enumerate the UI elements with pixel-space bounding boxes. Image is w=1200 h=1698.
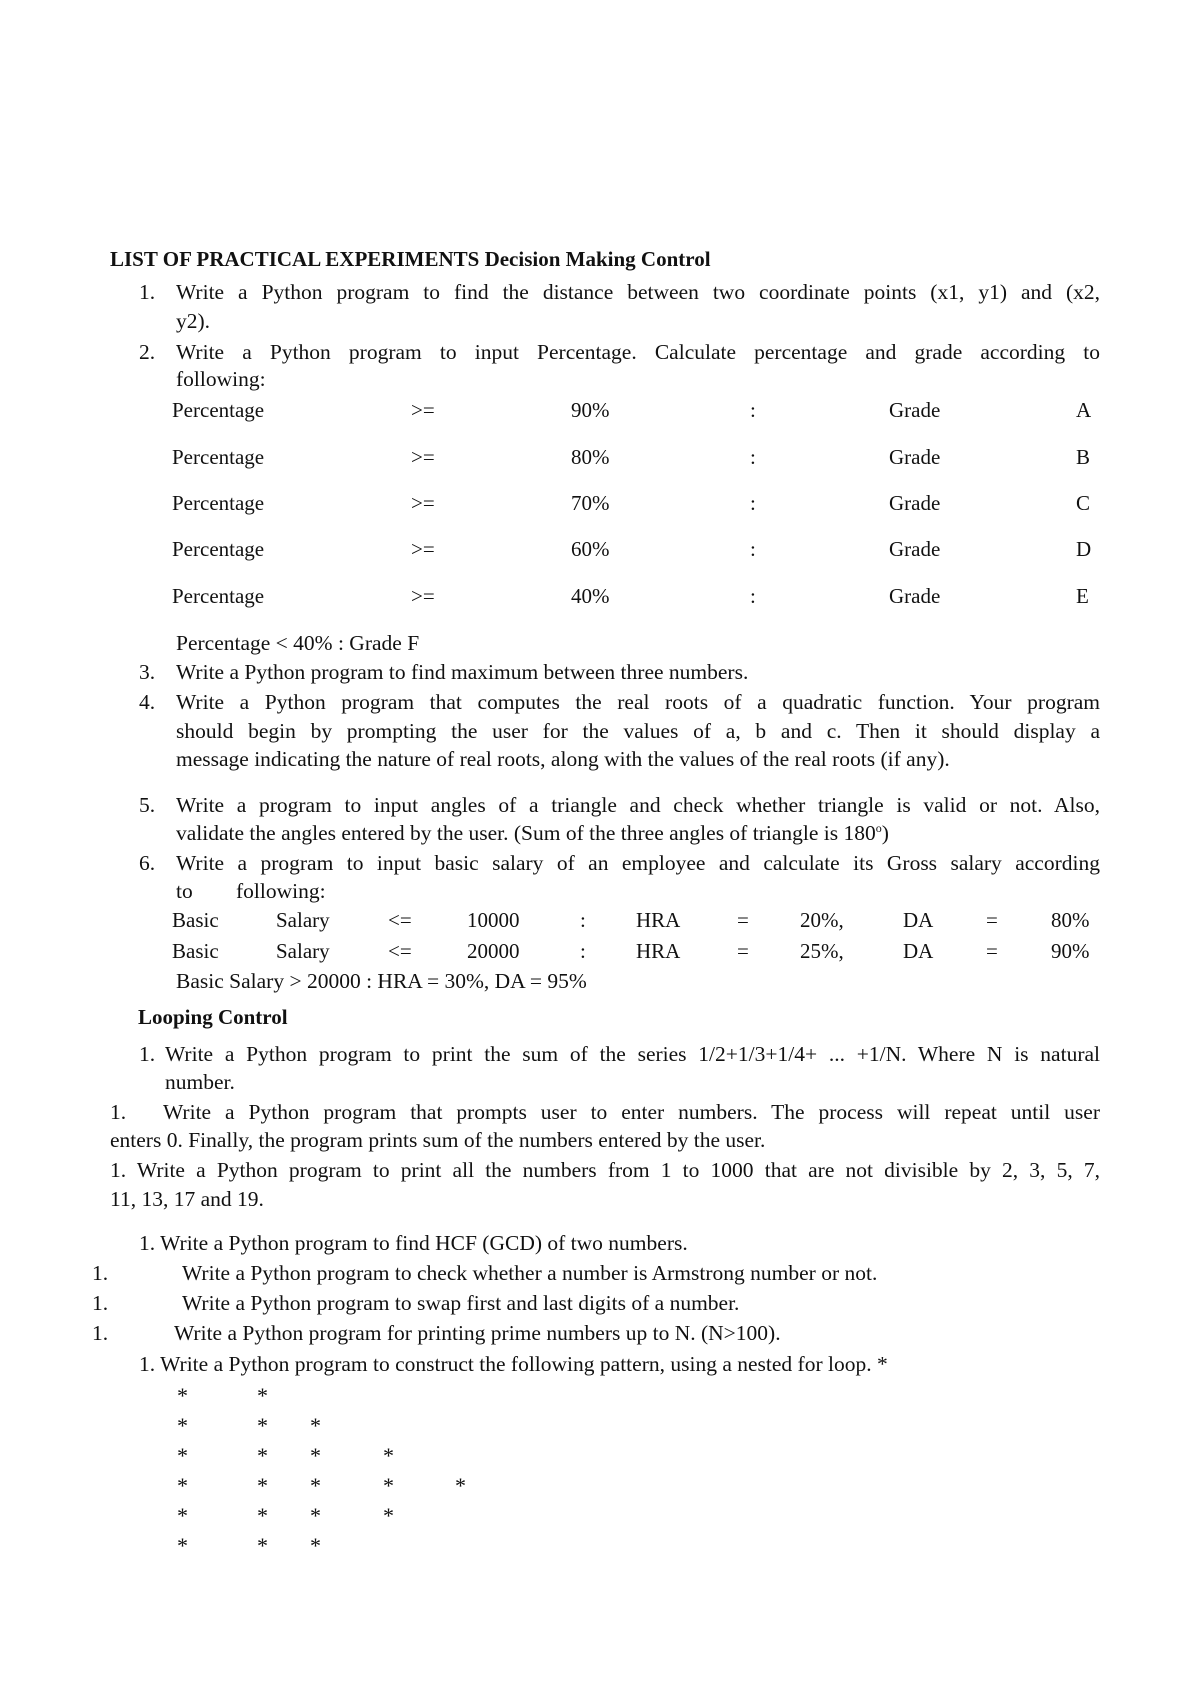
- item-number: 1.: [139, 1042, 156, 1066]
- item-number: 1.: [92, 1291, 109, 1315]
- item-text: following:: [176, 367, 266, 391]
- item-text: 11, 13, 17 and 19.: [110, 1187, 264, 1211]
- pattern-star: *: [310, 1503, 321, 1528]
- item-number: 5.: [139, 793, 156, 817]
- item-text: should begin by prompting the user for the values of a, b and c. Then it should display a: [176, 719, 1100, 743]
- item-text: Write a Python program to swap first and last digits of a number.: [182, 1291, 740, 1315]
- grade-value: 70%: [571, 491, 610, 515]
- salary-cell: DA: [903, 939, 934, 963]
- pattern-star: *: [177, 1443, 188, 1468]
- grade-label: Percentage: [172, 398, 265, 422]
- salary-cell: 90%: [1051, 939, 1090, 963]
- grade-word: Grade: [889, 491, 941, 515]
- pattern-star: *: [177, 1383, 188, 1408]
- item-text: to: [176, 879, 193, 903]
- item-text: [176, 819, 889, 847]
- grade-value: 60%: [571, 537, 610, 561]
- item-text: Write a Python program to find maximum between three numbers.: [176, 660, 749, 684]
- page-title: LIST OF PRACTICAL EXPERIMENTS Decision Making Control: [110, 247, 711, 271]
- item-number: 1.: [92, 1321, 109, 1345]
- salary-cell: Basic: [172, 939, 219, 963]
- salary-cell: =: [737, 939, 749, 963]
- item-text: 1. Write a Python program to find HCF (GCD) of two numbers.: [139, 1231, 688, 1255]
- salary-cell: 80%: [1051, 908, 1090, 932]
- salary-cell: Basic: [172, 908, 219, 932]
- salary-cell: 25%,: [800, 939, 844, 963]
- salary-cell: =: [986, 939, 998, 963]
- item-number: 2.: [139, 340, 156, 364]
- item-text: Write a Python program to find the distance between two coordinate points (x1, y1) and (x2,: [176, 280, 1100, 304]
- grade-sep: :: [750, 445, 756, 469]
- item-text: Write a Python program that computes the real roots of a quadratic function. Your program: [176, 690, 1100, 714]
- degree-superscript: o: [875, 820, 882, 835]
- pattern-star: *: [383, 1473, 394, 1498]
- item-text: Write a Python program to print the sum of the series 1/2+1/3+1/4+ ... +1/N. Where N is natural: [165, 1042, 1100, 1066]
- item-text: Write a Python program to input Percentage. Calculate percentage and grade according to: [176, 340, 1100, 364]
- pattern-star: *: [257, 1413, 268, 1438]
- item-number: 4.: [139, 690, 156, 714]
- pattern-star: *: [455, 1473, 466, 1498]
- pattern-star: *: [257, 1473, 268, 1498]
- grade-value: 40%: [571, 584, 610, 608]
- grade-word: Grade: [889, 445, 941, 469]
- salary-cell: =: [986, 908, 998, 932]
- item-text: Write a Python program to check whether a number is Armstrong number or not.: [182, 1261, 878, 1285]
- salary-cell: HRA: [636, 939, 681, 963]
- pattern-star: *: [177, 1413, 188, 1438]
- grade-label: Percentage: [172, 445, 265, 469]
- item-text: Write a program to input angles of a triangle and check whether triangle is valid or not. Also,: [176, 793, 1100, 817]
- pattern-star: *: [310, 1533, 321, 1558]
- item-text-part: validate the angles entered by the user. (Sum of the three angles of triangle is 180: [176, 821, 876, 845]
- item-number: 3.: [139, 660, 156, 684]
- grade-value: 90%: [571, 398, 610, 422]
- section-heading: Looping Control: [138, 1005, 288, 1029]
- item-text: 1. Write a Python program to print all the numbers from 1 to 1000 that are not divisible by 2, 3, 5, 7,: [110, 1158, 1100, 1182]
- grade-op: >=: [411, 398, 435, 422]
- salary-cell: Salary: [276, 939, 330, 963]
- pattern-star: *: [257, 1383, 268, 1408]
- grade-fallback: Percentage < 40% : Grade F: [176, 631, 420, 655]
- salary-cell: :: [580, 908, 586, 932]
- grade-sep: :: [750, 491, 756, 515]
- item-text: following:: [236, 879, 326, 903]
- grade-letter: C: [1076, 491, 1091, 515]
- item-number: 1.: [92, 1261, 109, 1285]
- grade-word: Grade: [889, 398, 941, 422]
- grade-letter: E: [1076, 584, 1089, 608]
- pattern-star: *: [177, 1473, 188, 1498]
- salary-cell: =: [737, 908, 749, 932]
- grade-label: Percentage: [172, 491, 265, 515]
- grade-letter: D: [1076, 537, 1092, 561]
- grade-letter: A: [1076, 398, 1092, 422]
- salary-cell: <=: [388, 939, 412, 963]
- grade-sep: :: [750, 584, 756, 608]
- pattern-star: *: [310, 1443, 321, 1468]
- pattern-star: *: [257, 1533, 268, 1558]
- grade-op: >=: [411, 445, 435, 469]
- item-text: 1. Write a Python program to construct the following pattern, using a nested for loop. *: [139, 1352, 888, 1376]
- pattern-star: *: [383, 1443, 394, 1468]
- grade-op: >=: [411, 537, 435, 561]
- pattern-star: *: [257, 1443, 268, 1468]
- grade-word: Grade: [889, 584, 941, 608]
- item-number: 6.: [139, 851, 156, 875]
- item-text: message indicating the nature of real roots, along with the values of the real roots (if any).: [176, 747, 950, 771]
- salary-cell: 20%,: [800, 908, 844, 932]
- item-text: enters 0. Finally, the program prints sum of the numbers entered by the user.: [110, 1128, 766, 1152]
- pattern-star: *: [177, 1503, 188, 1528]
- item-number: 1.: [110, 1100, 127, 1124]
- item-text: Write a Python program for printing prime numbers up to N. (N>100).: [174, 1321, 781, 1345]
- grade-value: 80%: [571, 445, 610, 469]
- grade-sep: :: [750, 398, 756, 422]
- grade-op: >=: [411, 584, 435, 608]
- grade-label: Percentage: [172, 537, 265, 561]
- salary-cell: Salary: [276, 908, 330, 932]
- item-number: 1.: [139, 280, 156, 304]
- salary-cell: 10000: [467, 908, 520, 932]
- item-text: Write a program to input basic salary of an employee and calculate its Gross salary according: [176, 851, 1100, 875]
- pattern-star: *: [177, 1533, 188, 1558]
- item-text: Write a Python program that prompts user to enter numbers. The process will repeat until user: [163, 1100, 1100, 1124]
- salary-cell: HRA: [636, 908, 681, 932]
- grade-sep: :: [750, 537, 756, 561]
- pattern-star: *: [383, 1503, 394, 1528]
- salary-cell: <=: [388, 908, 412, 932]
- grade-letter: B: [1076, 445, 1091, 469]
- pattern-star: *: [310, 1413, 321, 1438]
- item-text-part: ): [881, 821, 889, 845]
- grade-label: Percentage: [172, 584, 265, 608]
- pattern-star: *: [310, 1473, 321, 1498]
- grade-op: >=: [411, 491, 435, 515]
- salary-cell: DA: [903, 908, 934, 932]
- item-text: y2).: [176, 309, 211, 333]
- salary-cell: :: [580, 939, 586, 963]
- item-text: number.: [165, 1070, 235, 1094]
- grade-word: Grade: [889, 537, 941, 561]
- salary-fallback: Basic Salary > 20000 : HRA = 30%, DA = 95%: [176, 969, 587, 993]
- salary-cell: 20000: [467, 939, 520, 963]
- pattern-star: *: [257, 1503, 268, 1528]
